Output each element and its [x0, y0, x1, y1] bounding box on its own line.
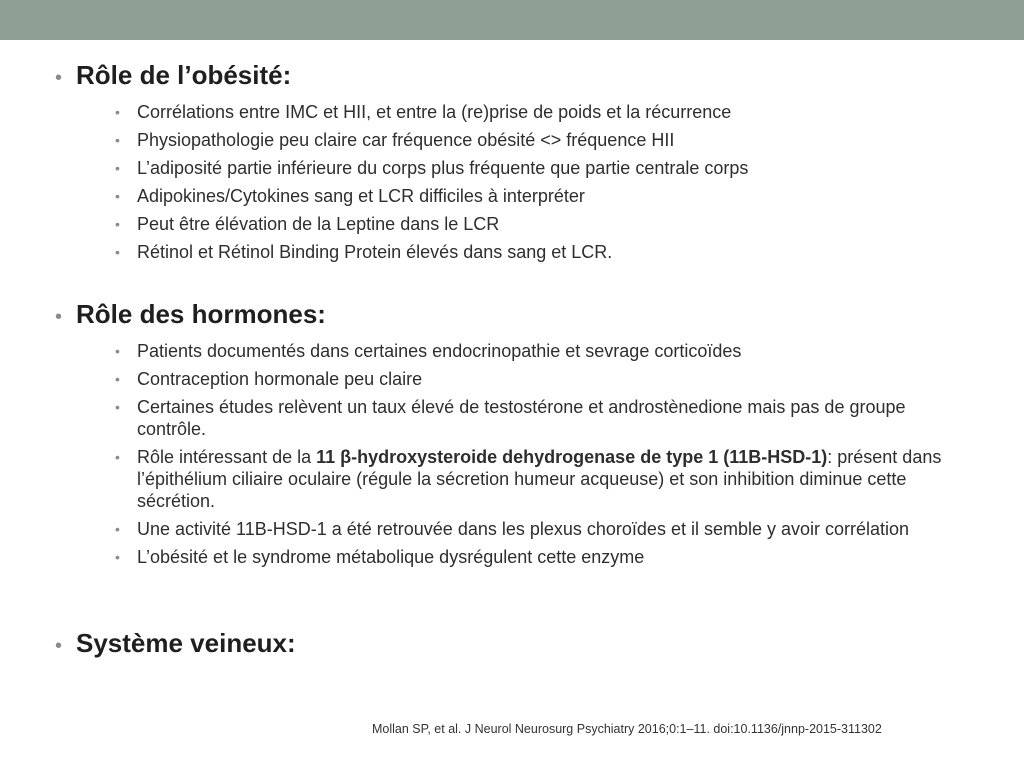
section-heading	[55, 60, 975, 93]
bullet-icon: •	[115, 371, 120, 387]
list-item: • L’obésité et le syndrome métabolique dysrégulent cette enzyme	[115, 547, 645, 567]
top-banner	[0, 0, 1024, 40]
section-obesity	[55, 60, 975, 269]
list-item	[115, 446, 955, 512]
bullet-icon: •	[115, 449, 120, 465]
list-item: • Une activité 11B-HSD-1 a été retrouvée dans les plexus choroïdes et il semble y avoir corrélation	[115, 519, 910, 539]
list-item: • Physiopathologie peu claire car fréquence obésité <> fréquence HII	[115, 130, 675, 150]
section-heading	[55, 299, 975, 332]
list-item: • Patients documentés dans certaines endocrinopathie et sevrage corticoïdes	[115, 341, 742, 361]
list-item: • Peut être élévation de la Leptine dans le LCR	[115, 214, 500, 234]
list-item: • Corrélations entre IMC et HII, et entre la (re)prise de poids et la récurrence	[115, 102, 732, 122]
bullet-icon: •	[55, 635, 63, 657]
heading-text: Rôle de l’obésité:	[76, 60, 292, 90]
bullet-icon: •	[115, 343, 120, 359]
enzyme-name: 11 β-hydroxysteroide dehydrogenase de type 1 (11B-HSD-1)	[316, 447, 828, 467]
bullet-icon: •	[115, 188, 120, 204]
section-hormones	[55, 299, 975, 574]
item-suffix: : présent dans l’épithélium ciliaire oculaire (régule la sécretion humeur acqueuse) et son inhibition diminue cette sécrétion.	[137, 447, 942, 511]
citation-reference: Mollan SP, et al. J Neurol Neurosurg Psychiatry 2016;0:1–11. doi:10.1136/jnnp-2015-311302	[372, 722, 882, 736]
bullet-icon: •	[115, 160, 120, 176]
bullet-icon: •	[115, 549, 120, 565]
bullet-icon: •	[115, 216, 120, 232]
section-heading	[55, 628, 975, 661]
bullet-icon: •	[115, 244, 120, 260]
bullet-icon: •	[115, 104, 120, 120]
list-item: • Adipokines/Cytokines sang et LCR difficiles à interpréter	[115, 186, 585, 206]
heading-text: Système veineux:	[76, 628, 296, 658]
sub-list	[115, 340, 955, 568]
list-item: • L’adiposité partie inférieure du corps plus fréquente que partie centrale corps	[115, 158, 749, 178]
sub-list	[115, 101, 955, 263]
bullet-icon: •	[55, 67, 63, 89]
list-item: • Certaines études relèvent un taux élevé de testostérone et androstènedione mais pas de groupe contrôle.	[115, 397, 906, 439]
bullet-icon: •	[55, 306, 63, 328]
list-item: • Rétinol et Rétinol Binding Protein élevés dans sang et LCR.	[115, 242, 613, 262]
bullet-icon: •	[115, 521, 120, 537]
heading-text: Rôle des hormones:	[76, 299, 326, 329]
section-venous-system	[55, 628, 975, 661]
bullet-icon: •	[115, 399, 120, 415]
bullet-icon: •	[115, 132, 120, 148]
item-prefix: Rôle intéressant de la	[137, 447, 317, 467]
list-item: • Contraception hormonale peu claire	[115, 369, 423, 389]
